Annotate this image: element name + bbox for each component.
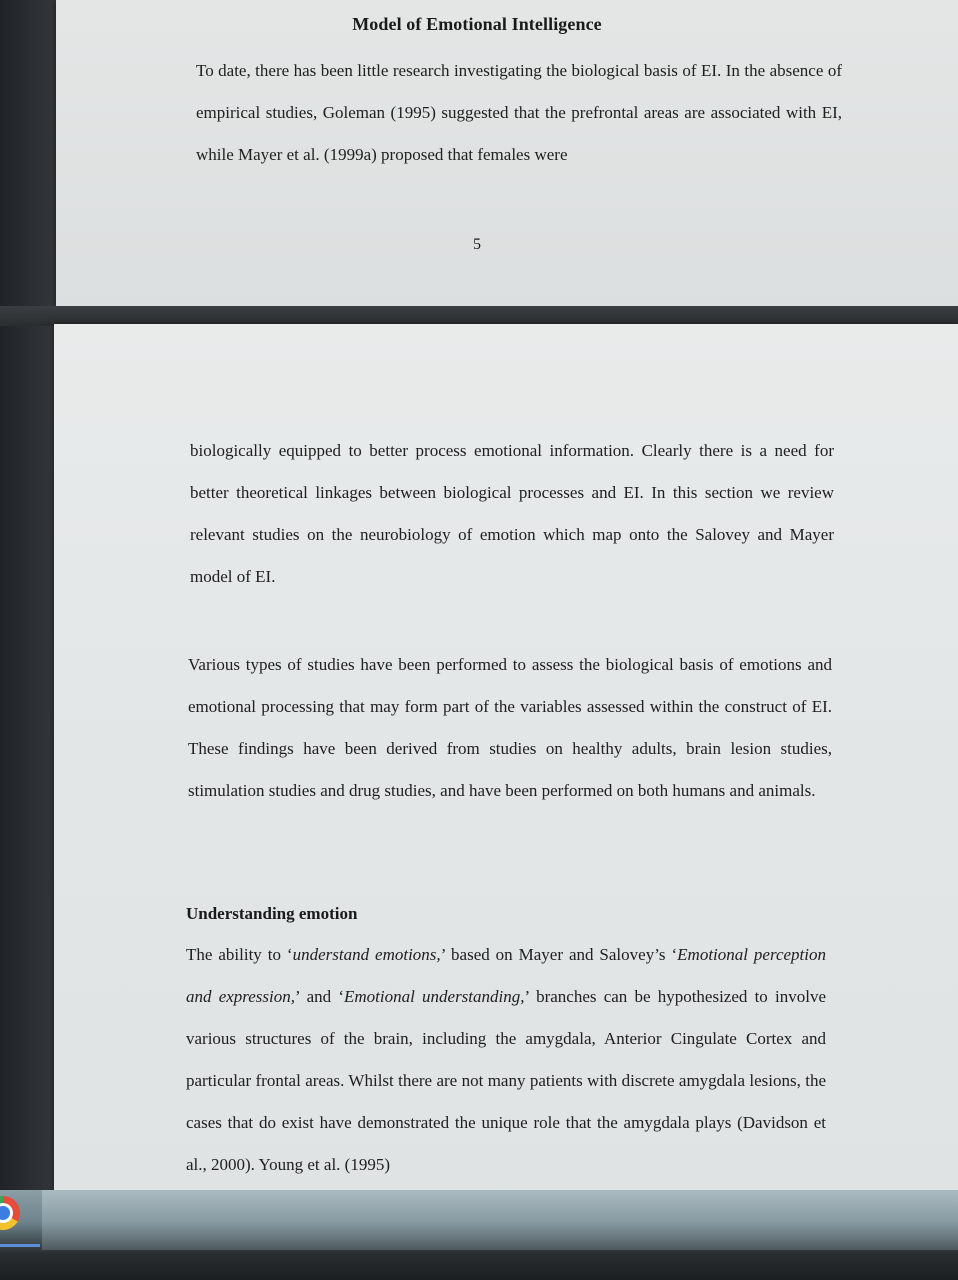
- body-paragraph: [188, 644, 832, 812]
- document-page-upper: [56, 0, 958, 306]
- text-run: ’ and ‘: [295, 987, 344, 1006]
- text-run: ’ based on Mayer and Salovey’s ‘: [440, 945, 678, 964]
- page-number: 5: [473, 236, 481, 253]
- page-separator: [0, 306, 958, 326]
- active-app-indicator: [0, 1244, 40, 1247]
- viewer-left-margin: [0, 0, 56, 1190]
- running-head: Model of Emotional Intelligence: [352, 14, 602, 34]
- body-paragraph: [186, 934, 826, 1186]
- italic-term: Emotional understanding,: [344, 987, 525, 1006]
- paragraph-text: Various types of studies have been performed to assess the biological basis of emotions and emotional processing that may form part of the variables assessed within the construct of EI. These findings have been derived from studies on healthy adults, brain lesion studies, stimulation studies and drug studies, and have been performed on both humans and animals.: [188, 655, 832, 800]
- body-paragraph: [196, 50, 842, 176]
- document-page-lower: [54, 324, 958, 1196]
- taskbar-strip: [42, 1190, 958, 1250]
- paragraph-text: biologically equipped to better process emotional information. Clearly there is a need for better theoretical linkages between biological processes and EI. In this section we review relevant studies on the neurobiology of emotion which map onto the Salovey and Mayer model of EI.: [190, 441, 834, 586]
- taskbar: [0, 1190, 958, 1280]
- paragraph-text: [186, 934, 826, 1186]
- italic-term: understand emotions,: [292, 945, 441, 964]
- body-paragraph: [190, 430, 834, 598]
- paragraph-text: To date, there has been little research investigating the biological basis of EI. In the absence of empirical studies, Goleman (1995) suggested that the prefrontal areas are associated with EI, while Mayer et al. (1999a) proposed that females were: [196, 61, 842, 164]
- italic-term: Emotional perception and expression,: [186, 945, 826, 1006]
- text-run: ’ branches can be hypothesized to involve various structures of the brain, including the amygdala, Anterior Cingulate Cortex and particular frontal areas. Whilst there are not many patients with discrete amygdala lesions, the cases that do exist have demonstrated the unique role that the amygdala plays (Davidson et al., 2000). Young et al. (1995): [186, 987, 826, 1174]
- text-run: The ability to ‘: [186, 945, 293, 964]
- section-heading: Understanding emotion: [186, 904, 358, 923]
